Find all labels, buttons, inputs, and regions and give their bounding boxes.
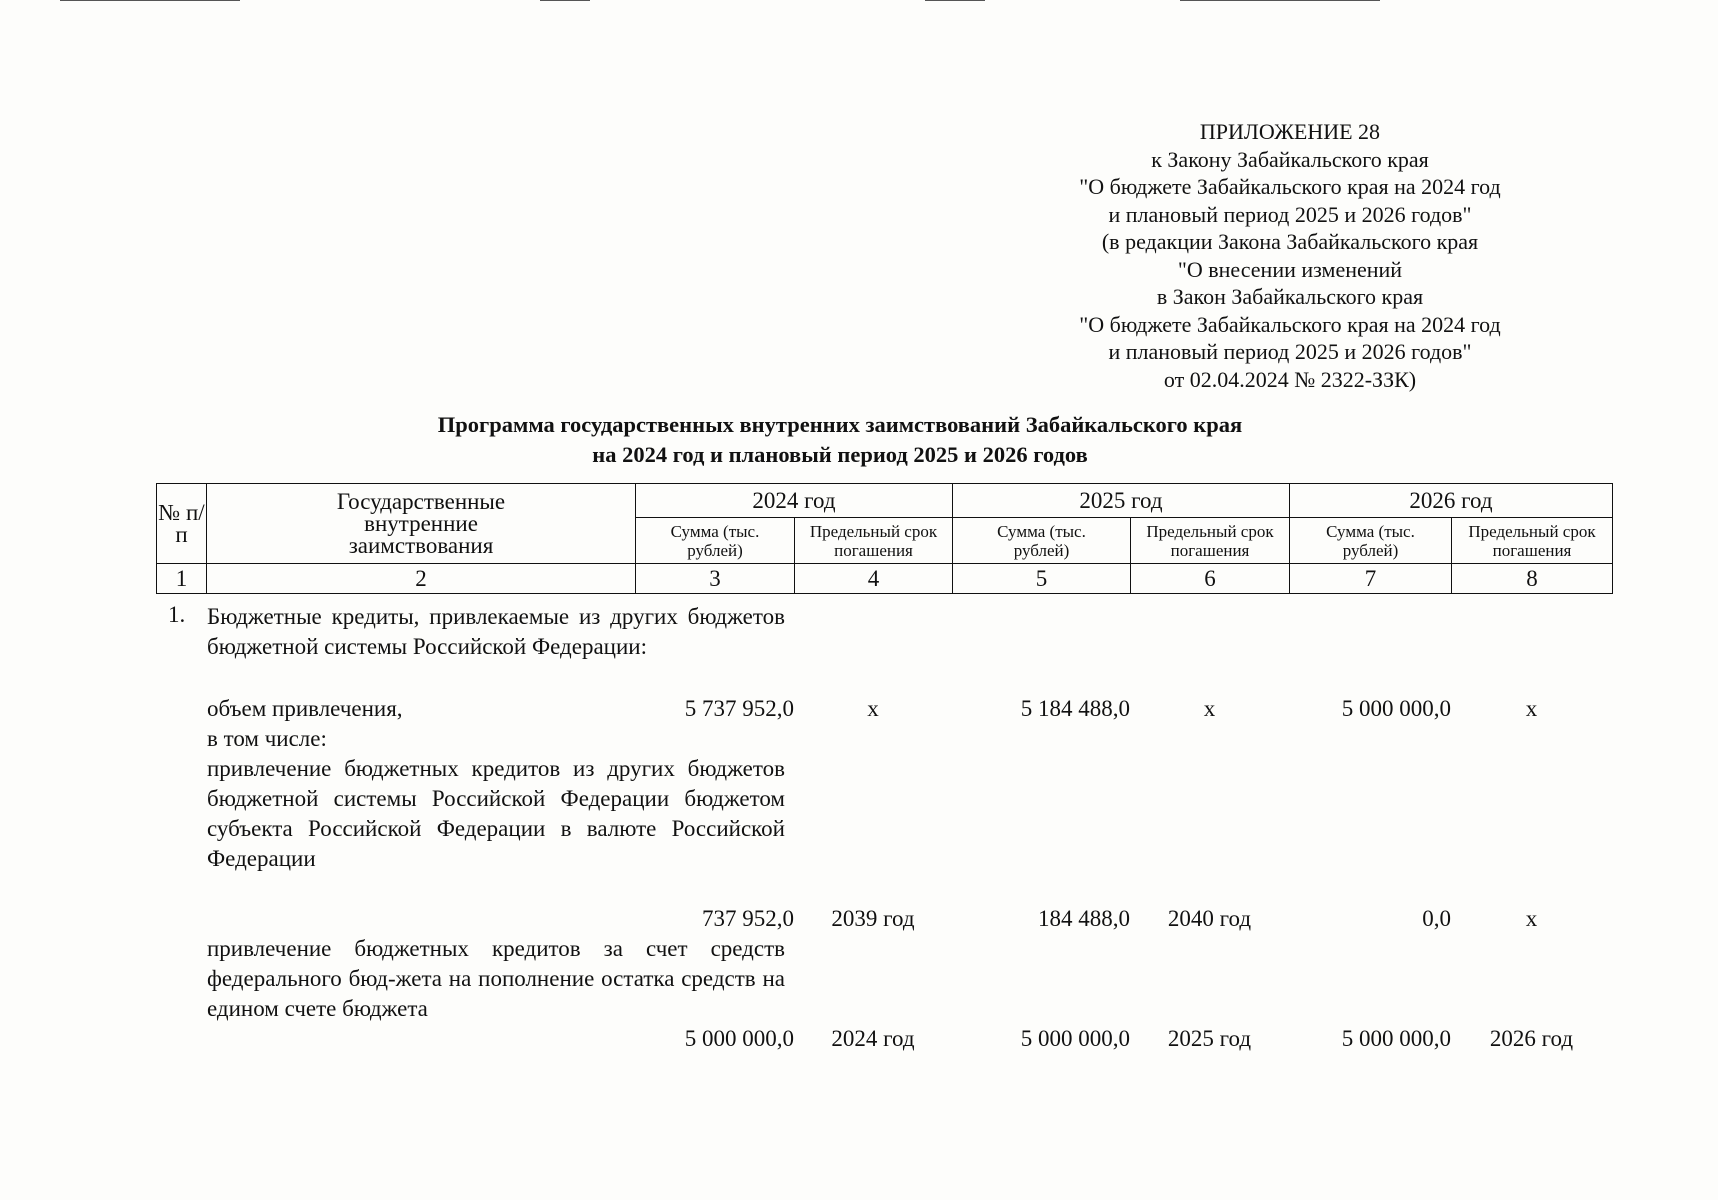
value-sum-2025: 184 488,0 [1038, 906, 1130, 931]
appendix-line: от 02.04.2024 № 2322-ЗЗК) [1163, 366, 1417, 392]
value-sum-2024: 737 952,0 [702, 906, 794, 931]
scan-edge-line [540, 0, 590, 1]
value-term-2026: 2026 год [1489, 1026, 1574, 1051]
column-number: 7 [1290, 564, 1452, 594]
title-line-1: Программа государственных внутренних заимствований Забайкальского края [437, 412, 1243, 437]
value-sum-2026: 0,0 [1422, 906, 1451, 931]
header-borrowings: Государственные внутренние заимствования [207, 484, 636, 564]
appendix-line: "О внесении изменений [1177, 256, 1403, 282]
row-description: объем привлечения, [207, 696, 403, 721]
header-sum: Сумма (тыс. рублей) [636, 518, 795, 564]
value-sum-2026: 5 000 000,0 [1341, 1026, 1451, 1051]
document-title [200, 410, 1480, 470]
row-number: 1. [168, 602, 186, 627]
header-year-2024: 2024 год [636, 484, 953, 518]
column-number: 5 [953, 564, 1131, 594]
appendix-line: ПРИЛОЖЕНИЕ 28 [1199, 119, 1381, 144]
header-sum: Сумма (тыс. рублей) [1290, 518, 1452, 564]
row-description: привлечение бюджетных кредитов из других бюджетов бюджетной системы Российской Федерации бюджетом субъекта Российской Федерации в валюте Российской Федерации [207, 756, 785, 871]
title-line-2: на 2024 год и плановый период 2025 и 2026 годов [592, 442, 1088, 467]
value-sum-2026: 5 000 000,0 [1341, 696, 1451, 721]
header-number: № п/п [157, 484, 207, 564]
value-term-2026: х [1525, 696, 1538, 721]
appendix-line: в Закон Забайкальского края [1156, 284, 1424, 309]
value-term-2025: х [1203, 696, 1216, 721]
appendix-line: к Закону Забайкальского края [1151, 146, 1429, 172]
value-term-2024: 2039 год [831, 906, 915, 931]
value-sum-2024: 5 737 952,0 [684, 696, 794, 721]
appendix-reference [1010, 118, 1570, 393]
scan-edge-line [925, 0, 985, 1]
header-year-2025: 2025 год [953, 484, 1290, 518]
value-term-2024: х [867, 696, 879, 721]
row-description: в том числе: [207, 726, 327, 751]
value-term-2026: х [1525, 906, 1538, 931]
row-description: привлечение бюджетных кредитов за счет средств федерального бюд-жета на пополнение остатка средств на едином счете бюджета [207, 936, 785, 1021]
header-year-2026: 2026 год [1290, 484, 1613, 518]
appendix-line: и плановый период 2025 и 2026 годов" [1108, 339, 1472, 364]
appendix-line: "О бюджете Забайкальского края на 2024 год [1079, 311, 1501, 337]
value-sum-2024: 5 000 000,0 [684, 1026, 794, 1051]
column-number: 4 [795, 564, 953, 594]
value-sum-2025: 5 000 000,0 [1020, 1026, 1130, 1051]
column-number: 3 [636, 564, 795, 594]
scan-edge-line [60, 0, 240, 1]
appendix-line: и плановый период 2025 и 2026 годов" [1108, 201, 1472, 227]
appendix-line: "О бюджете Забайкальского края на 2024 год [1079, 174, 1501, 199]
column-number: 2 [207, 564, 636, 594]
header-sum: Сумма (тыс. рублей) [953, 518, 1131, 564]
header-term: Предельный срок погашения [1452, 518, 1613, 564]
header-term: Предельный срок погашения [1131, 518, 1290, 564]
column-number: 8 [1452, 564, 1613, 594]
value-sum-2025: 5 184 488,0 [1020, 696, 1130, 721]
scan-edge-line [1180, 0, 1380, 1]
column-number: 1 [157, 564, 207, 594]
row-description: Бюджетные кредиты, привлекаемые из других бюджетов бюджетной системы Российской Федерации: [207, 604, 785, 659]
value-term-2024: 2024 год [831, 1026, 915, 1051]
value-term-2025: 2025 год [1167, 1026, 1252, 1051]
table-header [156, 483, 1613, 594]
column-number: 6 [1131, 564, 1290, 594]
header-term: Предельный срок погашения [795, 518, 953, 564]
value-term-2025: 2040 год [1167, 906, 1252, 931]
appendix-line: (в редакции Закона Забайкальского края [1101, 229, 1479, 254]
